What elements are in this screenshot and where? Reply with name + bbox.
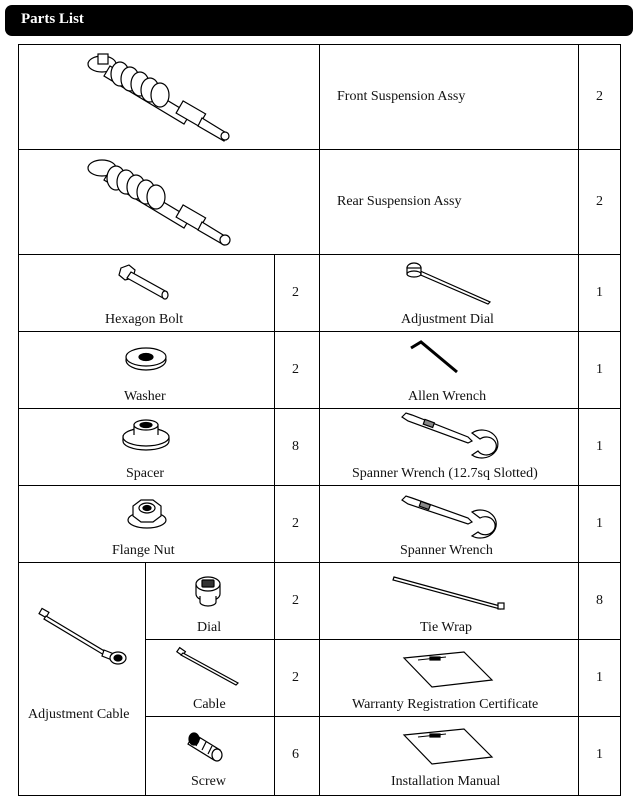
bolt-icon (115, 262, 175, 302)
spanner-wrench-qty: 1 (596, 516, 603, 531)
allen-wrench-qty: 1 (596, 362, 603, 377)
dial-pin-icon (402, 258, 497, 308)
parts-list-title: Parts List (21, 11, 84, 27)
screw-icon (186, 728, 232, 764)
screw-qty: 6 (292, 747, 299, 762)
hexagon-bolt-qty: 2 (292, 285, 299, 300)
manual-qty: 1 (596, 747, 603, 762)
washer-icon (123, 346, 169, 372)
adjustment-dial-label: Adjustment Dial (401, 312, 494, 327)
screw-label: Screw (191, 774, 226, 789)
nut-icon (125, 494, 169, 530)
coilover-icon (80, 46, 240, 146)
front-suspension-qty: 2 (596, 89, 603, 104)
warranty-label: Warranty Registration Certificate (352, 697, 539, 712)
knob-icon (190, 574, 226, 610)
adjustment-dial-qty: 1 (596, 285, 603, 300)
allen-wrench-icon (405, 338, 465, 378)
certificate-icon (400, 650, 496, 690)
adjustment-cable-label: Adjustment Cable (28, 707, 130, 722)
tie-wrap-qty: 8 (596, 593, 603, 608)
spanner-slotted-label: Spanner Wrench (12.7sq Slotted) (352, 466, 538, 481)
manual-label: Installation Manual (391, 774, 501, 789)
flange-nut-qty: 2 (292, 516, 299, 531)
spanner-wrench-label: Spanner Wrench (400, 543, 493, 558)
tie-wrap-label: Tie Wrap (420, 620, 472, 635)
allen-wrench-label: Allen Wrench (408, 389, 487, 404)
cable-label: Cable (193, 697, 226, 712)
washer-qty: 2 (292, 362, 299, 377)
dial-qty: 2 (292, 593, 299, 608)
dial-label: Dial (197, 620, 222, 635)
spacer-qty: 8 (292, 439, 299, 454)
spacer-label: Spacer (126, 466, 165, 481)
spacer-icon (119, 417, 173, 453)
tie-wrap-icon (390, 572, 510, 612)
warranty-qty: 1 (596, 670, 603, 685)
spanner-icon (398, 411, 500, 459)
spanner-icon (398, 492, 500, 540)
manual-icon (400, 727, 496, 767)
washer-label: Washer (124, 389, 166, 404)
hexagon-bolt-label: Hexagon Bolt (105, 312, 184, 327)
flange-nut-label: Flange Nut (112, 543, 175, 558)
coilover-icon (80, 152, 240, 252)
rear-suspension-label: Rear Suspension Assy (337, 194, 462, 209)
cable-assembly-icon (36, 606, 130, 668)
rear-suspension-qty: 2 (596, 194, 603, 209)
cable-qty: 2 (292, 670, 299, 685)
spanner-slotted-qty: 1 (596, 439, 603, 454)
cable-icon (174, 645, 244, 687)
front-suspension-label: Front Suspension Assy (337, 89, 466, 104)
